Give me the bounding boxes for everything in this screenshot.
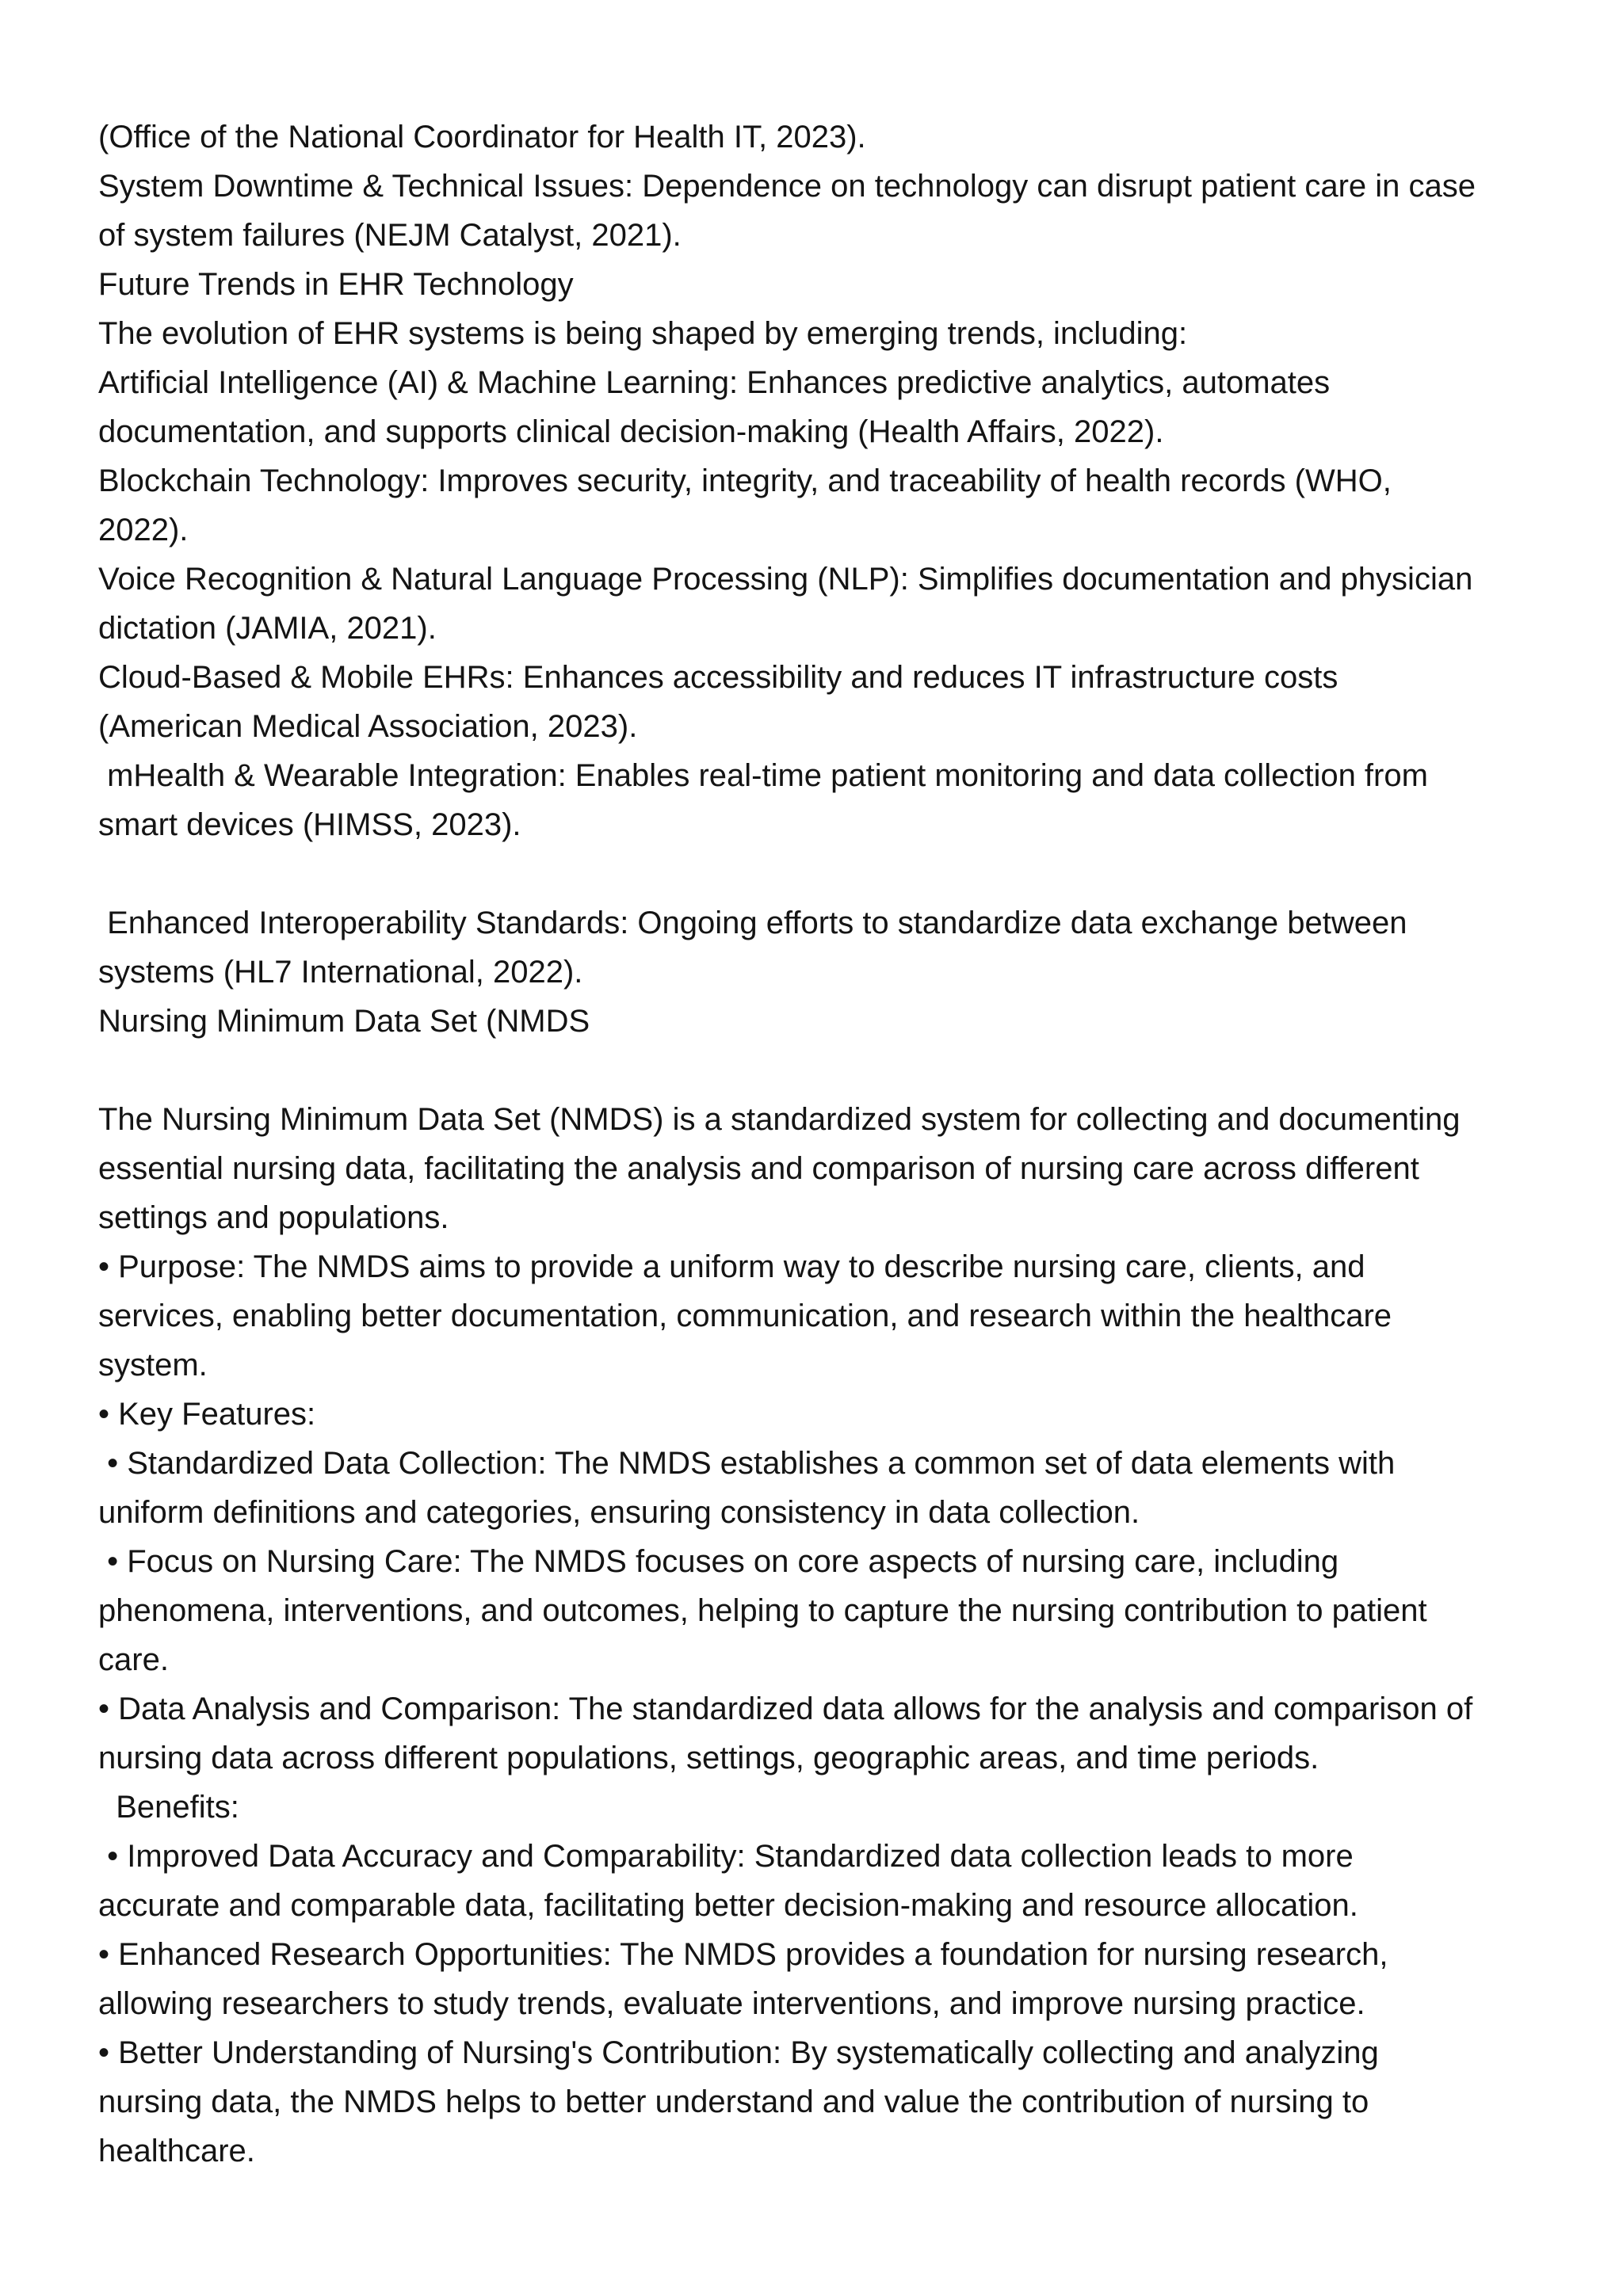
text-line: allowing researchers to study trends, evaluate interventions, and improve nursing practice. (98, 1986, 1365, 2021)
text-line: (Office of the National Coordinator for Health IT, 2023). (98, 120, 866, 154)
bullet-line: • Focus on Nursing Care: The NMDS focuses on core aspects of nursing care, including (98, 1544, 1339, 1579)
text-line: essential nursing data, facilitating the analysis and comparison of nursing care across different (98, 1151, 1419, 1186)
text-line: healthcare. (98, 2134, 255, 2168)
text-line: accurate and comparable data, facilitating better decision-making and resource allocation. (98, 1888, 1358, 1923)
text-line: care. (98, 1642, 169, 1677)
text-line: nursing data across different populations, settings, geographic areas, and time periods. (98, 1741, 1319, 1775)
document-page (98, 113, 1541, 2176)
bullet-line: • Enhanced Research Opportunities: The NMDS provides a foundation for nursing research, (98, 1937, 1388, 1972)
bullet-line: • Improved Data Accuracy and Comparability: Standardized data collection leads to more (98, 1839, 1354, 1874)
bullet-line: • Better Understanding of Nursing's Contribution: By systematically collecting and analyzing (98, 2035, 1379, 2070)
section-heading: Nursing Minimum Data Set (NMDS (98, 1004, 590, 1039)
bullet-line: • Standardized Data Collection: The NMDS establishes a common set of data elements with (98, 1446, 1396, 1481)
section-heading: Future Trends in EHR Technology (98, 267, 574, 302)
text-line: settings and populations. (98, 1200, 449, 1235)
text-line: services, enabling better documentation, communication, and research within the healthcare (98, 1299, 1392, 1333)
text-line: smart devices (HIMSS, 2023). (98, 807, 521, 842)
text-line: phenomena, interventions, and outcomes, helping to capture the nursing contribution to patient (98, 1593, 1427, 1628)
text-line: system. (98, 1348, 208, 1383)
text-line: 2022). (98, 513, 189, 547)
bullet-line: • Purpose: The NMDS aims to provide a uniform way to describe nursing care, clients, and (98, 1249, 1365, 1284)
text-line: (American Medical Association, 2023). (98, 709, 638, 744)
bullet-line: • Data Analysis and Comparison: The standardized data allows for the analysis and comparison of (98, 1691, 1473, 1726)
text-line: Blockchain Technology: Improves security, integrity, and traceability of health records (WHO, (98, 463, 1392, 498)
text-line: The Nursing Minimum Data Set (NMDS) is a standardized system for collecting and documenting (98, 1102, 1461, 1137)
text-line: documentation, and supports clinical decision-making (Health Affairs, 2022). (98, 414, 1164, 449)
text-line: Voice Recognition & Natural Language Processing (NLP): Simplifies documentation and physician (98, 562, 1473, 597)
text-line: Artificial Intelligence (AI) & Machine Learning: Enhances predictive analytics, automates (98, 365, 1331, 400)
text-line: dictation (JAMIA, 2021). (98, 611, 437, 646)
blank-line (98, 1046, 1541, 1095)
text-line: Cloud-Based & Mobile EHRs: Enhances accessibility and reduces IT infrastructure costs (98, 660, 1338, 695)
text-line: The evolution of EHR systems is being shaped by emerging trends, including: (98, 316, 1188, 351)
subheading-line: Benefits: (98, 1790, 239, 1825)
text-line: nursing data, the NMDS helps to better understand and value the contribution of nursing to (98, 2084, 1369, 2119)
blank-line (98, 849, 1541, 898)
text-line: systems (HL7 International, 2022). (98, 955, 583, 990)
text-line: of system failures (NEJM Catalyst, 2021). (98, 218, 682, 253)
text-line: Enhanced Interoperability Standards: Ongoing efforts to standardize data exchange between (98, 906, 1407, 940)
text-line: mHealth & Wearable Integration: Enables real-time patient monitoring and data collection from (98, 758, 1428, 793)
bullet-line: • Key Features: (98, 1397, 316, 1432)
text-line: uniform definitions and categories, ensuring consistency in data collection. (98, 1495, 1140, 1530)
text-line: System Downtime & Technical Issues: Dependence on technology can disrupt patient care in case (98, 169, 1476, 204)
